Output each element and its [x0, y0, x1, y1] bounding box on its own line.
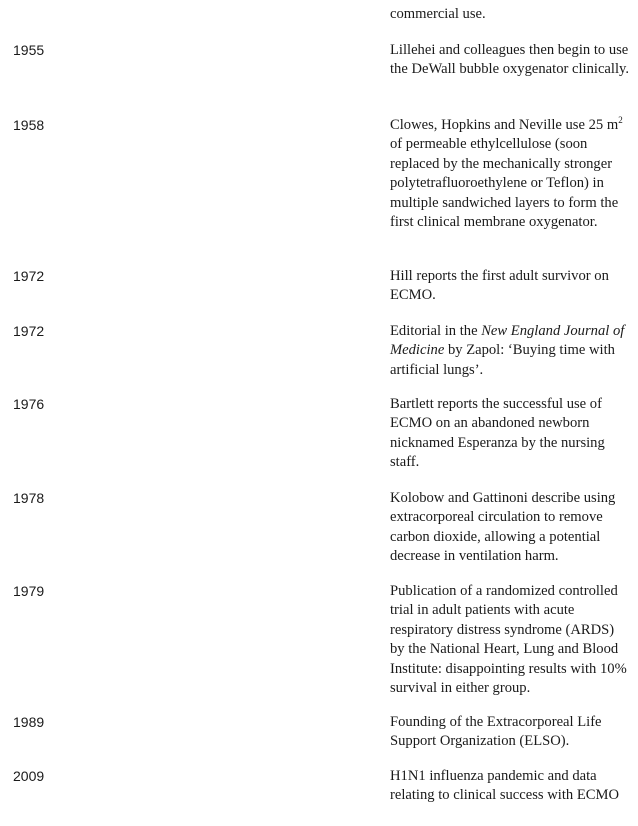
- description-text: of permeable ethylcellulose (soon replaced by the mechanically stronger polytetrafluoroethylene or Teflon) in multiple sandwiched layers to form the first clinical membrane oxygenator.: [390, 136, 619, 231]
- timeline-description: [390, 116, 630, 232]
- description-text: Editorial in the: [390, 323, 482, 339]
- timeline-year: 1972: [13, 268, 45, 284]
- timeline-year: 1989: [13, 714, 45, 730]
- timeline-description: [390, 322, 630, 380]
- timeline-description: Lillehei and colleagues then begin to use the DeWall bubble oxygenator clinically.: [390, 42, 630, 78]
- description-text: by Zapol: ‘Buying time with artificial lungs’.: [390, 342, 615, 378]
- timeline-description: H1N1 influenza pandemic and data relating to clinical success with ECMO: [390, 768, 619, 804]
- timeline-year: 1972: [13, 323, 45, 339]
- description-text: Clowes, Hopkins and Neville use 25 m: [390, 117, 619, 133]
- timeline-year: 1978: [13, 490, 45, 506]
- carryover-text: commercial use.: [390, 6, 486, 22]
- journal-title: New England Journal of Medicine: [390, 323, 625, 359]
- timeline-description: Founding of the Extracorporeal Life Support Organization (ELSO).: [390, 714, 602, 750]
- timeline-year: 1955: [13, 42, 45, 58]
- timeline-year: 1979: [13, 583, 45, 599]
- timeline-year: 1976: [13, 396, 45, 412]
- timeline-year: 1958: [13, 117, 45, 133]
- timeline-description: Publication of a randomized controlled trial in adult patients with acute respiratory distress syndrome (ARDS) by the National Heart, Lung and Blood Institute: disappointing results with 10% survival in either group.: [390, 583, 627, 697]
- superscript: 2: [618, 115, 623, 126]
- timeline-description: Hill reports the first adult survivor on ECMO.: [390, 268, 609, 304]
- timeline-year: 2009: [13, 768, 45, 784]
- timeline-description: Kolobow and Gattinoni describe using extracorporeal circulation to remove carbon dioxide, allowing a potential decrease in ventilation harm.: [390, 490, 616, 565]
- timeline-description: Bartlett reports the successful use of ECMO on an abandoned newborn nicknamed Esperanza by the nursing staff.: [390, 396, 605, 471]
